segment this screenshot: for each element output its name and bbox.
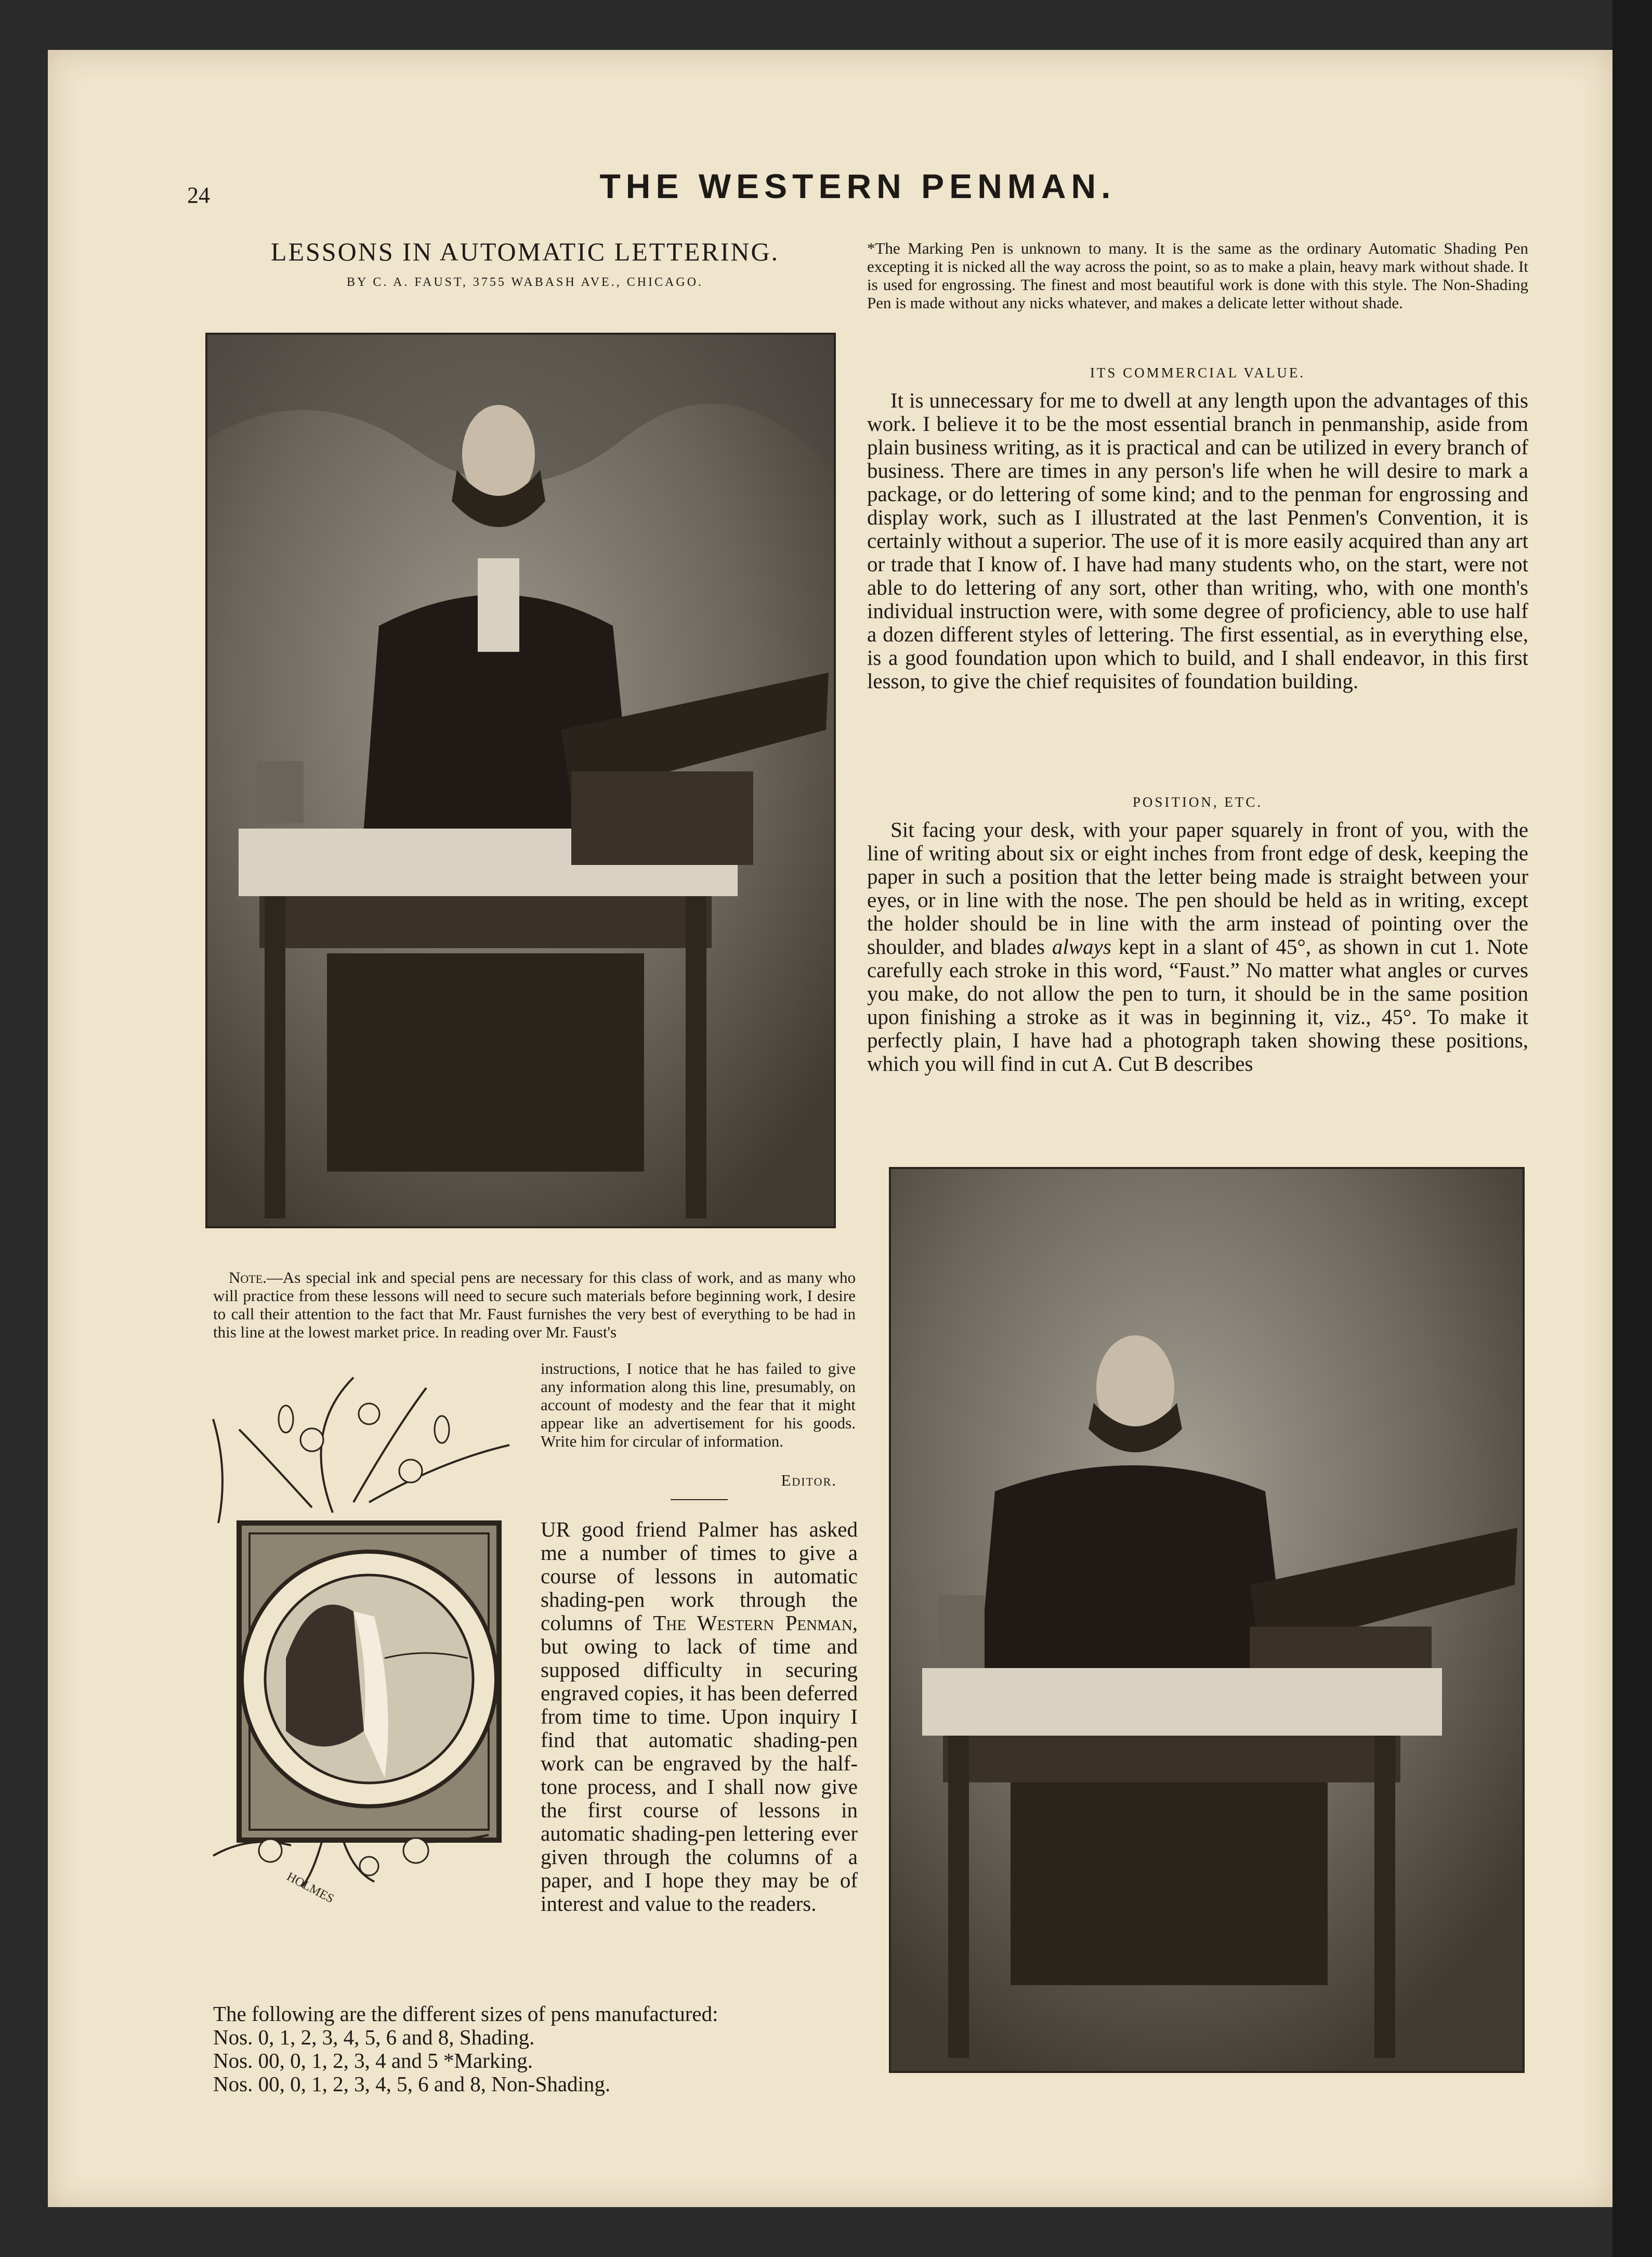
masthead: THE WESTERN PENMAN. (599, 167, 1116, 205)
ornament-signature: HOLMES (284, 1870, 336, 1906)
pen-size-line: Nos. 0, 1, 2, 3, 4, 5, 6 and 8, Shading. (213, 2025, 535, 2049)
intro-paragraph (541, 1518, 858, 1915)
heading-commercial-value: ITS COMMERCIAL VALUE. (1090, 365, 1306, 380)
article-byline: BY C. A. FAUST, 3755 WABASH AVE., CHICAGO. (346, 275, 704, 289)
pen-size-line: Nos. 00, 0, 1, 2, 3, 4, 5, 6 and 8, Non-Shading. (213, 2072, 611, 2096)
pen-sizes-block (213, 2002, 863, 2096)
heading-position: POSITION, ETC. (1132, 794, 1263, 810)
position-text-part-1: Sit facing your desk, with your paper squarely in front of you, with the line of writing about six or eight inches from front edge of desk, keeping the paper in such a position that the letter being made is straight between your eyes, or in line with the nose. The pen should be held as in writing, except the holder should be in line with the arm instead of pointing over the shoulder, and blades (867, 818, 1528, 959)
article-title: LESSONS IN AUTOMATIC LETTERING. (270, 237, 780, 266)
pen-size-line: Nos. 00, 0, 1, 2, 3, 4 and 5 *Marking. (213, 2049, 533, 2072)
position-text (867, 818, 1528, 1075)
publication-name: The Western Penman (653, 1611, 853, 1635)
commercial-value-text: It is unnecessary for me to dwell at any length upon the advantages of this work. I believe it to be the most essential branch in penmanship, aside from plain business writing, as it is practical and can be utilized in every branch of business. There are times in any person's life when he will desire to mark a package, or do lettering of some kind; and to the penman for engrossing and display work, such as I illustrated at the last Penmen's Convention, it is certainly without a superior. The use of it is more easily acquired than any art or trade that I know of. I have had many students who, on the start, were not able to do lettering of any sort, other than writing, who, with one month's individual instruction were, with some degree of proficiency, able to use half a dozen different styles of lettering. The first essential, as in everything else, is a good foundation upon which to build, and I shall endeavor, in this first lesson, to give the chief requisites of foundation building. (867, 388, 1528, 693)
waterfall-vignette-icon (198, 1367, 530, 1906)
intro-text-part-2: , but owing to lack of time and supposed difficulty in securing engraved copies, it has been deferred from time to time. Upon inquiry I find that automatic shading-pen work can be engraved by the half-tone process, and I shall now give the first course of lessons in automatic shading-pen lettering ever given through the columns of a paper, and I hope they may be of interest and value to the readers. (541, 1611, 858, 1915)
note-text-narrow: instructions, I notice that he has failed to give any information along this line, presumably, on account of modesty and the fear that it might appear like an advertisement for his goods. Write him for circular of information. (541, 1359, 856, 1450)
intro-text-part-1: UR good friend Palmer has asked me a number of times to give a course of lessons in automatic shading-pen work through the columns of (541, 1517, 858, 1635)
marking-pen-footnote: *The Marking Pen is unknown to many. It is the same as the ordinary Automatic Shading Pen excepting it is nicked all the way across the point, so as to make a plain, heavy mark without shade. It is used for engrossing. The finest and most beautiful work is done with this style. The Non-Shading Pen is made without any nicks whatever, and makes a delicate letter without shade. (867, 239, 1528, 312)
photo-b (889, 1167, 1525, 2073)
pen-sizes-intro: The following are the different sizes of pens manufactured: (213, 2002, 718, 2026)
page-number: 24 (187, 182, 210, 208)
position-text-part-2: kept in a slant of 45°, as shown in cut 1. Note carefully each stroke in this word, “Faust.” No matter what angles or curves you make, do not allow the pen to turn, it should be in the same position upon finishing a stroke as it was in beginning it, viz., 45°. To make it perfectly plain, I have had a photograph taken showing these positions, which you will find in cut A. Cut B describes (867, 935, 1528, 1075)
note-text-wide: —As special ink and special pens are necessary for this class of work, and as many who will practice from these lessons will need to secure such materials before beginning work, I desire to call their attention to the fact that Mr. Faust furnishes the very best of everything to be had in this line at the lowest market price. In reading over Mr. Faust's (213, 1268, 856, 1341)
editor-signature: Editor. (781, 1471, 837, 1489)
position-emphasis: always (1052, 935, 1111, 959)
ornament-vignette (198, 1367, 530, 1906)
editor-note-wide (213, 1268, 856, 1341)
divider (671, 1499, 728, 1500)
note-label: Note. (229, 1268, 267, 1287)
binding-edge (1612, 0, 1652, 2257)
photo-man-lettering-at-desk-icon (207, 335, 834, 1226)
photo-man-filling-pen-icon (891, 1169, 1523, 2071)
photo-a (205, 333, 836, 1228)
